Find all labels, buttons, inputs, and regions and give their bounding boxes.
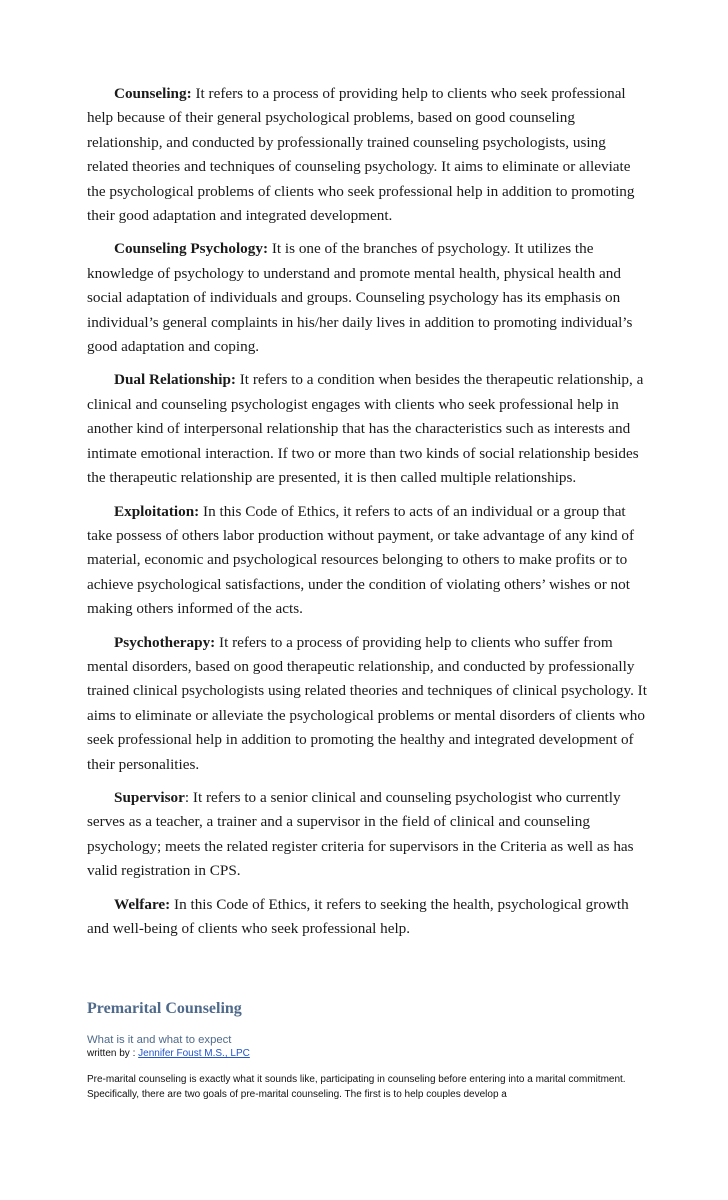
definition-text: It refers to a condition when besides the therapeutic relationship, a clinical and counseling psychologist engages with clients who seek professional help in another kind of interpersonal relationship that has the characteristics such as interests and intimate emotional interaction. If two or more than two kinds of social relationship besides the therapeutic relationship are presented, it is then called multiple relationships. [87, 371, 644, 487]
byline-prefix: written by : [87, 1048, 139, 1059]
definition-term: Welfare: [114, 895, 171, 913]
definition-term: Supervisor [114, 788, 185, 806]
definition-supervisor [87, 786, 647, 884]
definition-text: It refers to a process of providing help to clients who seek professional help because of their general psychological problems, based on good counseling relationship, and conducted by professionally trained counseling psychologists, using related theories and techniques of counseling psychology. It aims to eliminate or alleviate the psychological problems of clients who seek professional help in addition to promoting their good adaptation and integrated development. [87, 85, 635, 225]
definition-term: Counseling Psychology: [114, 240, 269, 258]
definition-welfare [87, 893, 647, 942]
definition-term: Exploitation: [114, 502, 200, 520]
article-intro: Pre-marital counseling is exactly what it sounds like, participating in counseling before entering into a marital commitment. Specifically, there are two goals of pre-marital counseling. The first is to help couples develop a [87, 1074, 626, 1100]
definition-text: It is one of the branches of psychology. It utilizes the knowledge of psychology to understand and promote mental health, physical health and social adaptation of individuals and groups. Counseling psychology has its emphasis on individual’s general complaints in his/her daily lives in addition to promoting individual’s good adaptation and coping. [87, 240, 633, 356]
definition-term: Dual Relationship: [114, 371, 236, 389]
definition-text: It refers to a process of providing help to clients who suffer from mental disorders, based on good therapeutic relationship, and conducted by professionally trained clinical psychologists using related theories and techniques of clinical psychology. It aims to eliminate or alleviate the psychological problems or mental disorders of clients who seek professional help in addition to promoting the healthy and integrated development of their personalities. [87, 633, 647, 773]
article-subtitle: What is it and what to expect [87, 1034, 232, 1046]
article-title: Premarital Counseling [87, 1000, 242, 1017]
definition-dual-relationship [87, 368, 647, 490]
article-byline [87, 1047, 647, 1060]
definition-term: Psychotherapy: [114, 633, 216, 651]
definition-text: In this Code of Ethics, it refers to seeking the health, psychological growth and well-being of clients who seek professional help. [87, 895, 629, 937]
author-link[interactable]: Jennifer Foust M.S., LPC [138, 1048, 250, 1059]
definition-psychotherapy [87, 631, 647, 777]
definition-text: : It refers to a senior clinical and counseling psychologist who currently serves as a teacher, a trainer and a supervisor in the field of clinical and counseling psychology; meets the related register criteria for supervisors in the Criteria as well as has valid registration in CPS. [87, 788, 634, 880]
definition-text: In this Code of Ethics, it refers to acts of an individual or a group that take possess of others labor production without payment, or take advantage of any kind of material, economic and psychological resources belonging to others to make profits or to achieve psychological satisfactions, under the condition of violating others’ wishes or not making others informed of the acts. [87, 502, 635, 618]
definition-term: Counseling: [114, 85, 192, 102]
definition-exploitation [87, 500, 647, 622]
definition-counseling [87, 82, 647, 228]
premarital-article [87, 998, 647, 1102]
definition-counseling-psychology [87, 237, 647, 359]
definitions-section [87, 82, 647, 950]
